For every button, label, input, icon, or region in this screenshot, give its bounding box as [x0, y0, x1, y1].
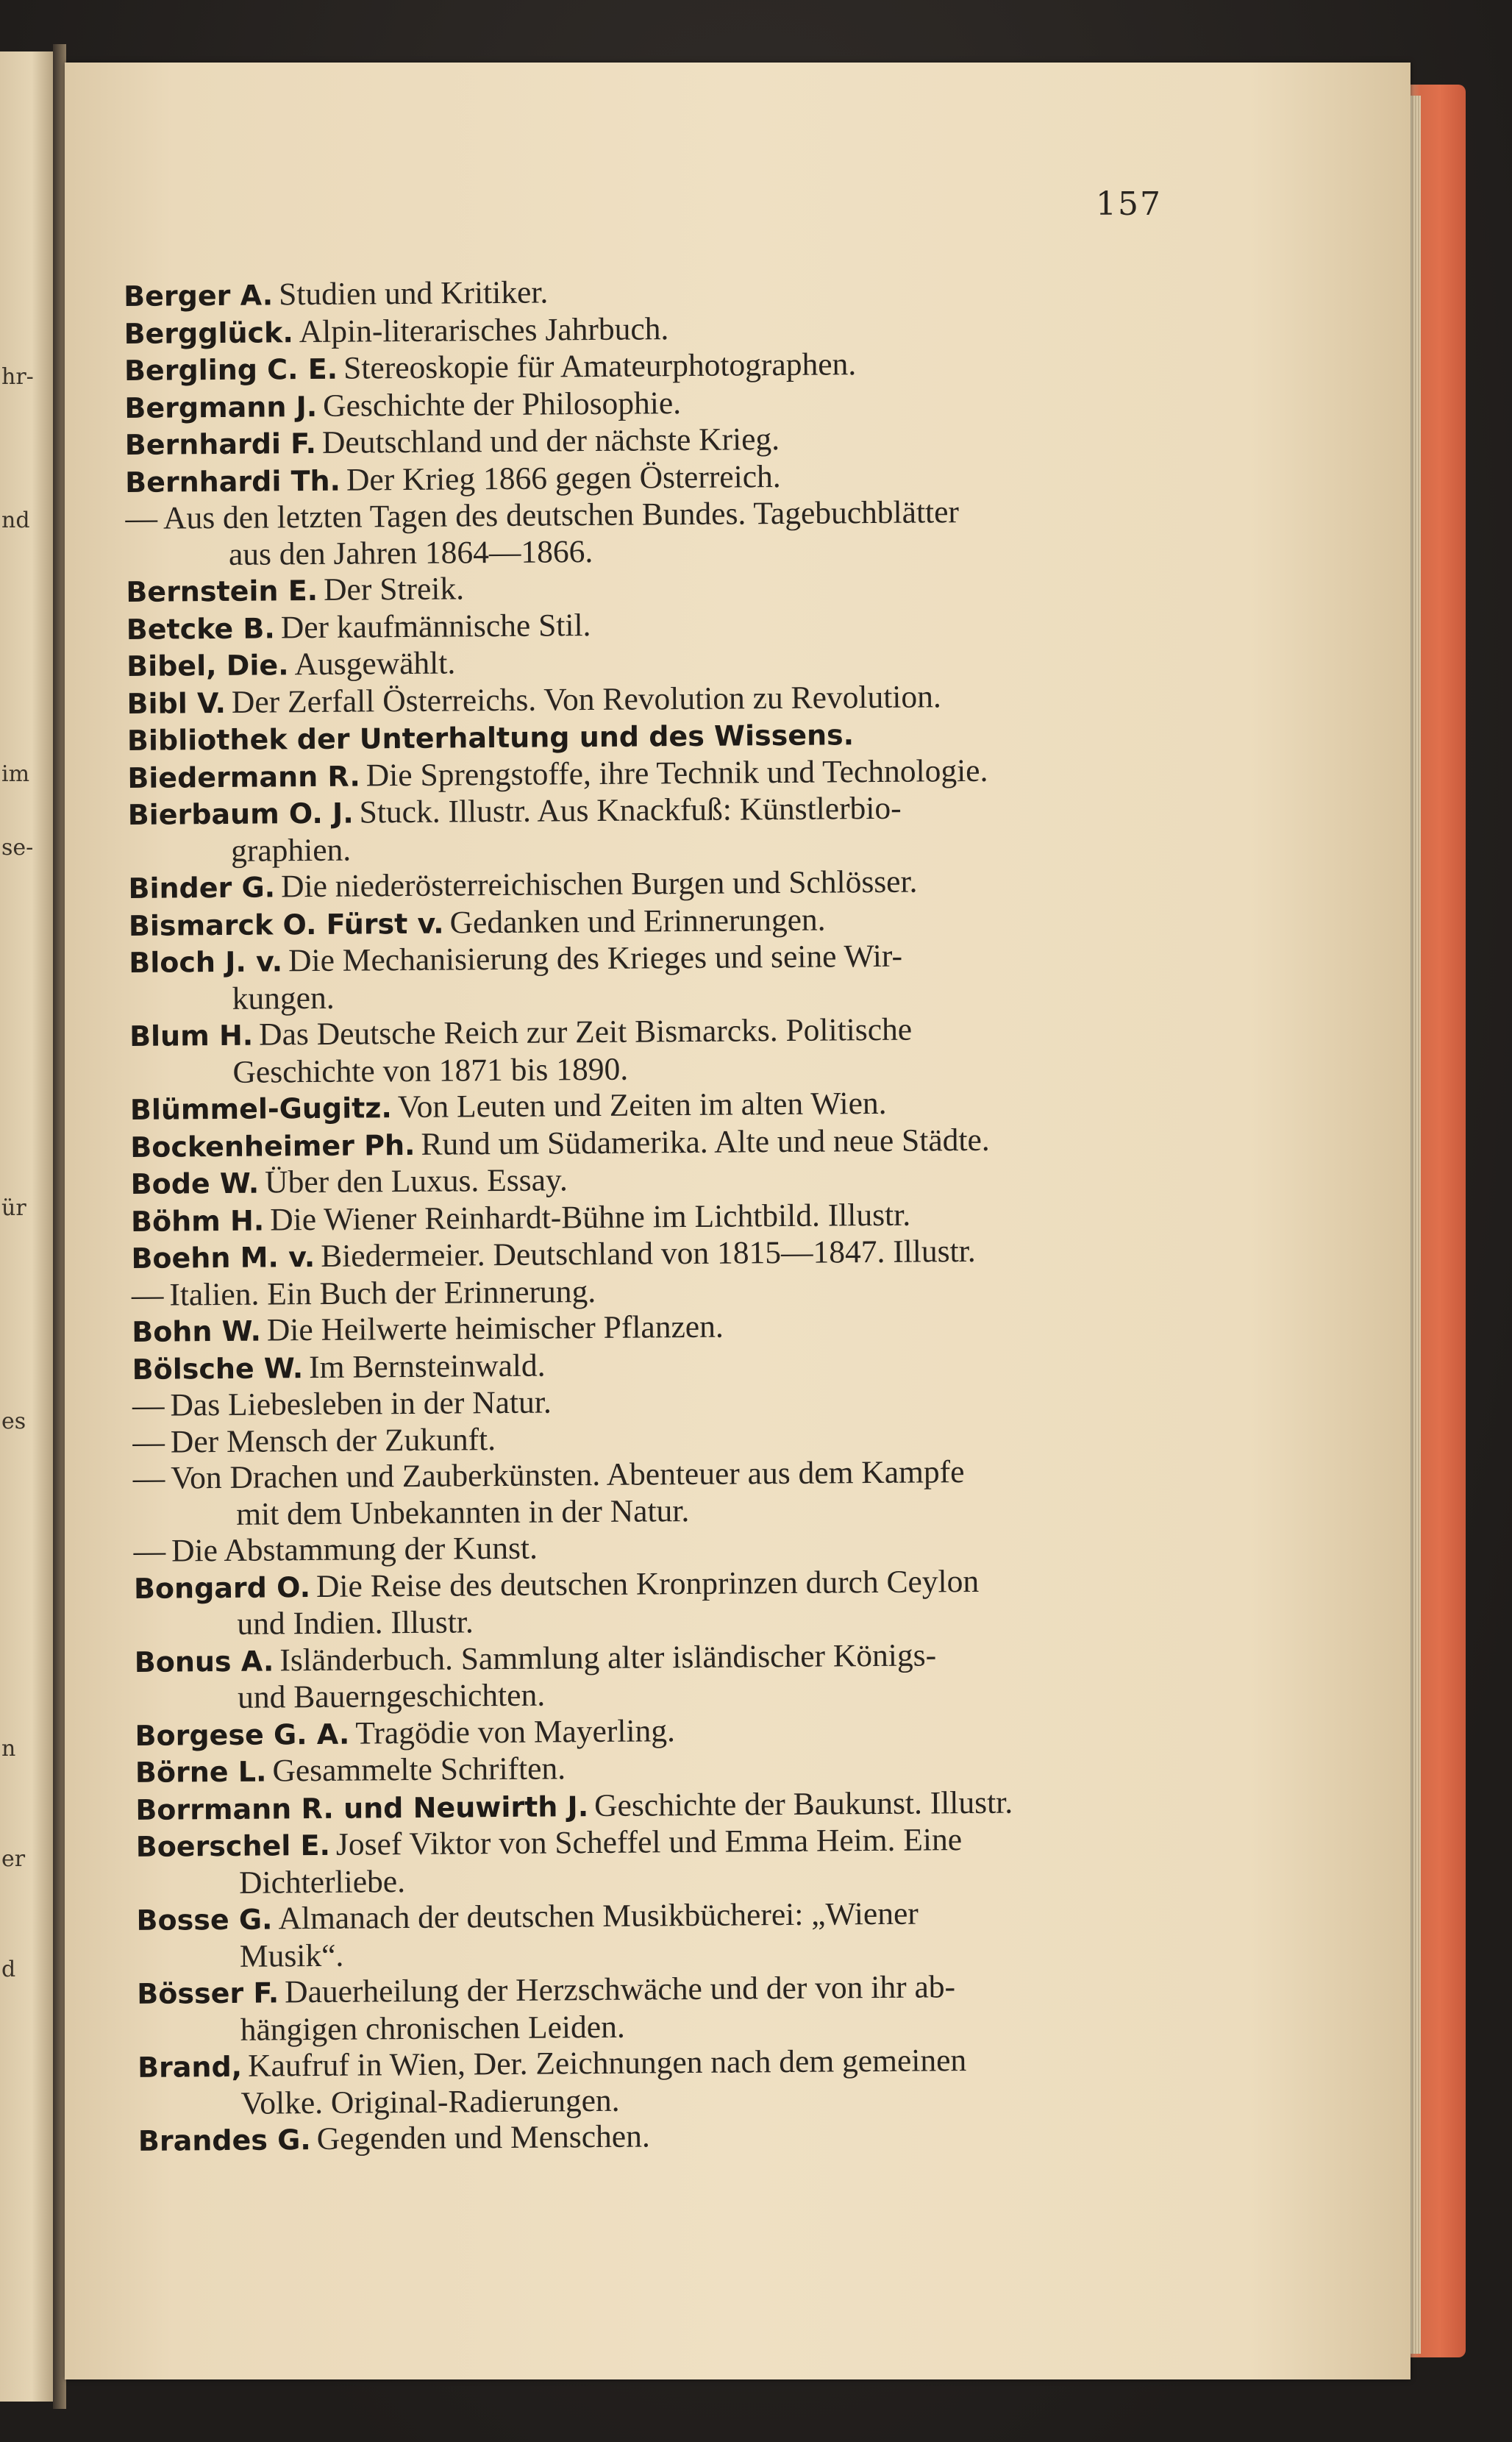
entry-author: Blum H. — [129, 1019, 254, 1053]
entry-title: Der Mensch der Zukunft. — [170, 1421, 496, 1460]
left-fragment: se- — [1, 835, 34, 861]
index-entries — [124, 270, 1212, 2160]
entry-author: Borgese G. A. — [135, 1717, 350, 1752]
entry-author: Böhm H. — [130, 1204, 265, 1238]
entry-title-continuation: Dichterliebe. — [238, 1863, 406, 1901]
entry-title: Der Zerfall Österreichs. Von Revolution zu Revolution. — [231, 678, 941, 720]
entry-title-continuation: kungen. — [232, 980, 335, 1017]
entry-author: — — [132, 1460, 165, 1496]
entry-author: Brand, — [137, 2050, 243, 2084]
entry-author: Bergmann J. — [124, 390, 318, 424]
index-entry — [135, 1635, 1209, 1717]
entry-title: Das Liebesleben in der Natur. — [170, 1384, 552, 1423]
left-fragment: er — [1, 1846, 26, 1872]
entry-author: Berger A. — [124, 279, 274, 313]
entry-title: Die Mechanisierung des Krieges und seine Wir- — [288, 938, 903, 979]
entry-title: Almanach der deutschen Musikbücherei: „Wiener — [278, 1895, 919, 1937]
entry-title: Geschichte der Philosophie. — [323, 385, 682, 424]
index-entry — [129, 1010, 1204, 1092]
entry-title: Die niederösterreichischen Burgen und Schlösser. — [280, 864, 918, 905]
entry-title: Tragödie von Mayerling. — [355, 1712, 676, 1751]
entry-title: Der Streik. — [323, 571, 465, 608]
page-edges-stack — [1411, 96, 1421, 2354]
entry-title: Über den Luxus. Essay. — [265, 1162, 568, 1200]
entry-title: Ausgewählt. — [294, 645, 456, 683]
entry-title: Die Sprengstoffe, ihre Technik und Technologie. — [365, 752, 988, 793]
left-page-edge — [0, 51, 53, 2402]
entry-title: Gesammelte Schriften. — [272, 1751, 566, 1789]
entry-author: Bibliothek der Unterhaltung und des Wissens. — [126, 719, 855, 757]
entry-title-continuation: graphien. — [230, 832, 352, 869]
entry-title: Dauerheilung der Herzschwäche und der von ihr ab- — [284, 1969, 956, 2010]
entry-author: Bongard O. — [133, 1570, 311, 1605]
left-fragment: ür — [1, 1195, 26, 1221]
entry-author: Börne L. — [135, 1755, 267, 1789]
entry-author: Bergglück. — [124, 316, 293, 350]
entry-title: Italien. Ein Buch der Erinnerung. — [169, 1273, 596, 1313]
entry-title: Der kaufmännische Stil. — [280, 607, 591, 645]
entry-title: Die Heilwerte heimischer Pflanzen. — [266, 1309, 724, 1348]
entry-author: Bonus A. — [134, 1644, 274, 1679]
entry-title: Die Wiener Reinhardt-Bühne im Lichtbild. Illustr. — [270, 1197, 911, 1237]
entry-author: — — [125, 500, 158, 536]
entry-author: Bibl V. — [126, 686, 227, 720]
entry-author: Bohn W. — [132, 1314, 262, 1348]
entry-title-continuation: und Bauerngeschichten. — [237, 1677, 546, 1715]
entry-author: Biedermann R. — [127, 759, 360, 794]
entry-author: Bernhardi F. — [124, 427, 317, 461]
entry-title: Studien und Kritiker. — [278, 274, 549, 313]
entry-author: Blümmel-Gugitz. — [129, 1092, 393, 1126]
entry-author: Bölsche W. — [132, 1351, 304, 1386]
entry-author: Bismarck O. Fürst v. — [128, 907, 444, 942]
entry-title: Von Leuten und Zeiten im alten Wien. — [397, 1085, 887, 1125]
entry-title: Das Deutsche Reich zur Zeit Bismarcks. Politische — [259, 1011, 913, 1053]
entry-author: Betcke B. — [126, 611, 276, 646]
entry-title: Stuck. Illustr. Aus Knackfuß: Künstlerbio- — [359, 790, 902, 830]
entry-title: Die Abstammung der Kunst. — [171, 1530, 538, 1569]
index-entry — [136, 1820, 1210, 1901]
entry-author: — — [132, 1424, 165, 1460]
entry-title: Kaufruf in Wien, Der. Zeichnungen nach dem gemeinen — [247, 2043, 967, 2084]
entry-author: Bibel, Die. — [126, 649, 289, 683]
entry-title-continuation: Musik“. — [239, 1937, 344, 1974]
entry-title: Aus den letzten Tagen des deutschen Bundes. Tagebuchblätter — [163, 494, 960, 536]
entry-author: Boerschel E. — [135, 1829, 331, 1863]
entry-title: Rund um Südamerika. Alte und neue Städte. — [421, 1122, 990, 1162]
index-entry — [128, 789, 1202, 870]
left-fragment: es — [1, 1409, 26, 1434]
index-entry — [129, 936, 1203, 1018]
entry-author: Brandes G. — [138, 2124, 311, 2157]
entry-author: Bernhardi Th. — [125, 464, 341, 499]
entry-title: Der Krieg 1866 gegen Österreich. — [346, 458, 781, 498]
left-fragment: nd — [1, 508, 30, 533]
entry-title-continuation: mit dem Unbekannten in der Natur. — [236, 1492, 690, 1532]
entry-title-continuation: Geschichte von 1871 bis 1890. — [232, 1051, 629, 1090]
entry-author: Bergling C. E. — [124, 352, 338, 387]
left-fragment: n — [1, 1736, 16, 1762]
entry-title: Von Drachen und Zauberkünsten. Abenteuer aus dem Kampfe — [171, 1454, 965, 1496]
entry-author: — — [132, 1387, 165, 1423]
left-fragment: hr- — [1, 364, 34, 390]
entry-author: — — [133, 1533, 166, 1569]
entry-title-continuation: aus den Jahren 1864—1866. — [228, 533, 593, 572]
entry-author: Bösser F. — [137, 1976, 279, 2010]
page-number: 157 — [1096, 185, 1162, 223]
entry-title: Die Reise des deutschen Kronprinzen durch Ceylon — [315, 1563, 980, 1604]
index-entry — [136, 1893, 1210, 1975]
entry-title: Alpin-literarisches Jahrbuch. — [299, 310, 669, 349]
index-entry — [133, 1452, 1208, 1533]
entry-title: Stereoskopie für Amateurphotographen. — [343, 346, 857, 386]
entry-title: Deutschland und der nächste Krieg. — [321, 421, 780, 460]
index-entry — [134, 1562, 1208, 1643]
entry-author: — — [131, 1277, 164, 1313]
entry-author: Bierbaum O. J. — [127, 797, 354, 831]
entry-author: Bockenheimer Ph. — [130, 1128, 416, 1164]
entry-author: Boehn M. v. — [131, 1240, 315, 1275]
entry-author: Borrmann R. und Neuwirth J. — [135, 1790, 589, 1826]
left-fragment: d — [1, 1957, 16, 1982]
entry-author: Bode W. — [130, 1167, 260, 1200]
entry-title: Geschichte der Baukunst. Illustr. — [593, 1784, 1013, 1823]
entry-title: Josef Viktor von Scheffel und Emma Heim. Eine — [335, 1822, 963, 1862]
entry-title-continuation: Volke. Original-Radierungen. — [240, 2082, 620, 2121]
entry-title: Gedanken und Erinnerungen. — [449, 902, 826, 941]
entry-title: Gegenden und Menschen. — [316, 2118, 650, 2157]
entry-author: Binder G. — [128, 871, 276, 905]
entry-author: Bloch J. v. — [129, 945, 283, 979]
left-fragment: im — [1, 761, 30, 787]
index-entry — [125, 493, 1199, 574]
entry-title: Im Bernsteinwald. — [308, 1348, 546, 1385]
entry-title-continuation: hängigen chronischen Leiden. — [240, 2009, 625, 2048]
index-entry — [137, 1967, 1211, 2048]
index-entry — [138, 2040, 1212, 2122]
entry-title: Biedermeier. Deutschland von 1815—1847. Illustr. — [321, 1233, 976, 1274]
entry-title-continuation: und Indien. Illustr. — [237, 1604, 474, 1642]
entry-author: Bernstein E. — [126, 574, 318, 608]
entry-title: Isländerbuch. Sammlung alter isländischer Königs- — [279, 1637, 937, 1678]
entry-author: Bosse G. — [136, 1903, 273, 1937]
